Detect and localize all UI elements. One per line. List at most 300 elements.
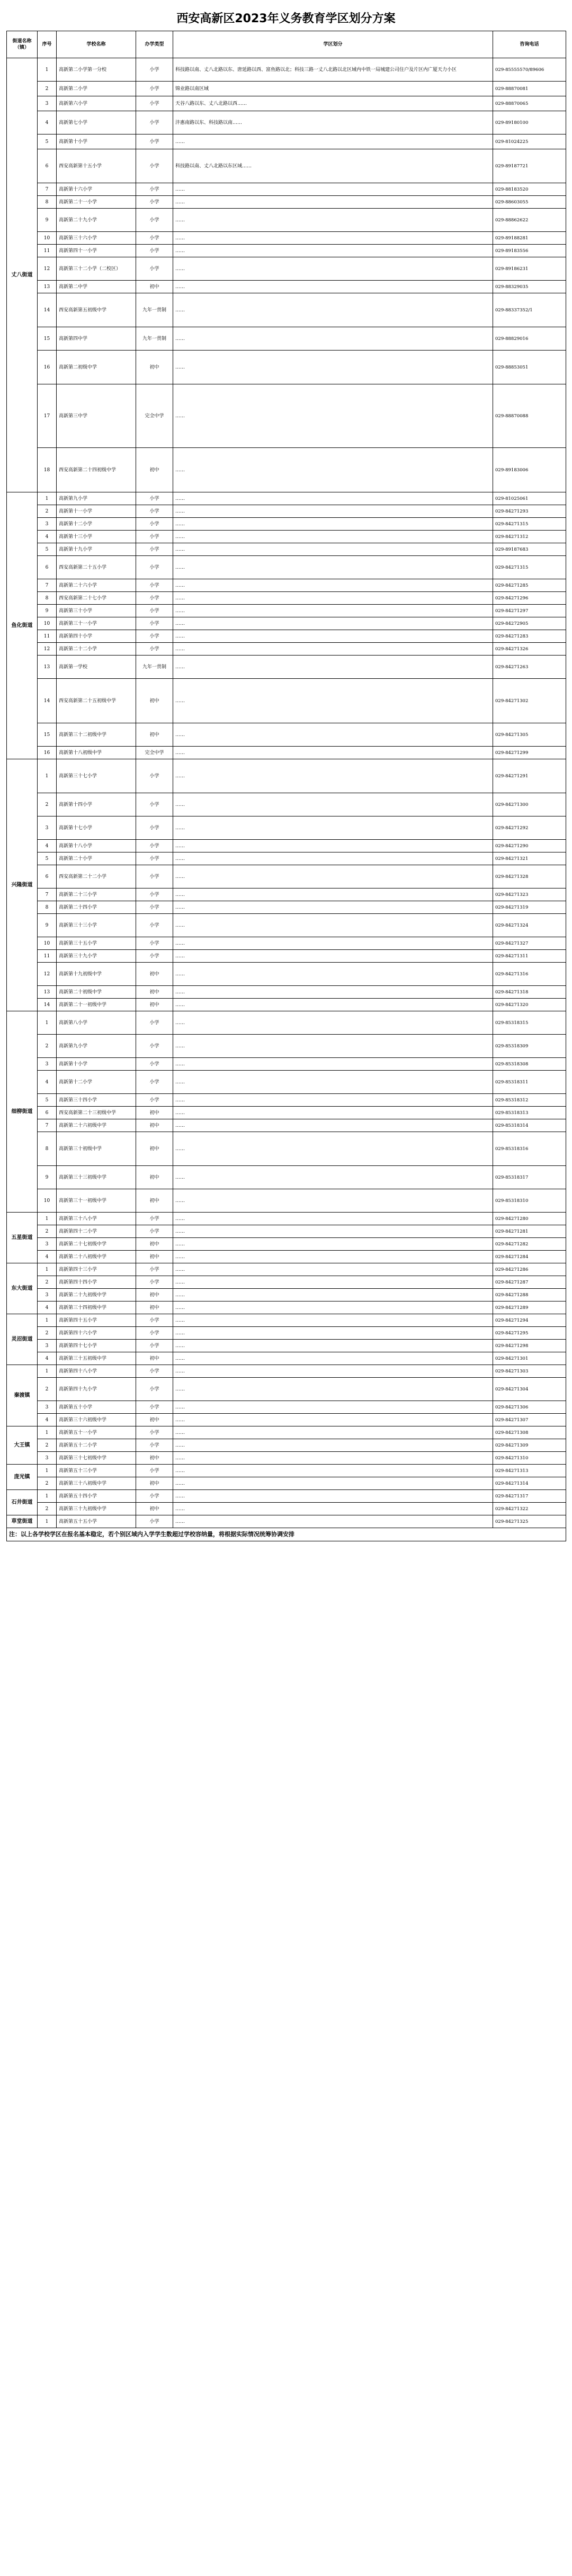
school-name-cell: 高新第八小学: [57, 1011, 136, 1035]
row-number-cell: 1: [38, 1426, 57, 1439]
district-area-cell: ……: [173, 1035, 493, 1058]
district-area-cell: ……: [173, 1263, 493, 1276]
table-row: [7, 605, 566, 617]
phone-cell: 029-85318312: [493, 1094, 566, 1107]
school-name-cell: 高新第二十九小学: [57, 209, 136, 232]
district-area-cell: ……: [173, 1132, 493, 1166]
phone-cell: 029-84271307: [493, 1414, 566, 1426]
table-row: [7, 643, 566, 656]
school-name-cell: 西安高新第十五小学: [57, 149, 136, 183]
district-area-cell: ……: [173, 531, 493, 543]
row-number-cell: 4: [38, 1071, 57, 1094]
table-row: [7, 617, 566, 630]
district-area-cell: ……: [173, 1011, 493, 1035]
row-number-cell: 12: [38, 963, 57, 986]
phone-cell: 029-84271294: [493, 1314, 566, 1327]
footnote: 注：以上各学校学区在报名基本稳定，若个别区域内入学学生数超过学校容纳量，将根据实际情况统筹协调安排: [7, 1528, 566, 1541]
table-row: [7, 759, 566, 793]
phone-cell: 029-84271304: [493, 1378, 566, 1401]
phone-cell: 029-85318316: [493, 1132, 566, 1166]
school-name-cell: 高新第三十小学: [57, 605, 136, 617]
note-row: [7, 1528, 566, 1541]
school-type-cell: 小学: [136, 1426, 173, 1439]
school-type-cell: 小学: [136, 840, 173, 852]
school-type-cell: 小学: [136, 492, 173, 505]
phone-cell: 029-84271289: [493, 1302, 566, 1314]
school-type-cell: 初中: [136, 1452, 173, 1465]
street-name-cell: 庞光镇: [7, 1465, 38, 1490]
school-type-cell: 小学: [136, 183, 173, 196]
district-area-cell: ……: [173, 1225, 493, 1238]
district-area-cell: ……: [173, 556, 493, 579]
district-area-cell: ……: [173, 747, 493, 759]
table-row: [7, 656, 566, 679]
phone-cell: 029-84271295: [493, 1327, 566, 1340]
table-row: [7, 1439, 566, 1452]
district-area-cell: 天谷八路以东、丈八北路以西……: [173, 96, 493, 111]
header-district: 学区划分: [173, 31, 493, 58]
table-row: [7, 1414, 566, 1426]
table-row: [7, 1352, 566, 1365]
table-row: [7, 1213, 566, 1225]
school-name-cell: 高新第二十一小学: [57, 196, 136, 209]
street-name-cell: 草堂街道: [7, 1515, 38, 1528]
school-type-cell: 小学: [136, 950, 173, 963]
row-number-cell: 15: [38, 327, 57, 351]
table-row: [7, 937, 566, 950]
school-name-cell: 高新第二十四小学: [57, 901, 136, 914]
row-number-cell: 10: [38, 232, 57, 245]
district-area-cell: ……: [173, 656, 493, 679]
school-type-cell: 初中: [136, 723, 173, 747]
phone-cell: 029-89187683: [493, 543, 566, 556]
phone-cell: 029-84271303: [493, 1365, 566, 1378]
row-number-cell: 11: [38, 950, 57, 963]
district-area-cell: ……: [173, 492, 493, 505]
row-number-cell: 5: [38, 1094, 57, 1107]
school-type-cell: 初中: [136, 1251, 173, 1263]
school-type-cell: 九年一贯制: [136, 656, 173, 679]
table-row: [7, 1465, 566, 1477]
school-name-cell: 高新第一学校: [57, 656, 136, 679]
district-area-cell: ……: [173, 592, 493, 605]
district-area-cell: ……: [173, 723, 493, 747]
school-name-cell: 高新第十四小学: [57, 793, 136, 816]
district-area-cell: ……: [173, 1490, 493, 1503]
row-number-cell: 15: [38, 723, 57, 747]
table-row: [7, 1119, 566, 1132]
school-name-cell: 高新第七小学: [57, 111, 136, 134]
district-area-cell: ……: [173, 579, 493, 592]
table-row: [7, 1263, 566, 1276]
district-area-cell: 锦业路以南区域: [173, 82, 493, 96]
phone-cell: 029-85318317: [493, 1166, 566, 1189]
school-type-cell: 小学: [136, 58, 173, 82]
school-name-cell: 西安高新第二十二小学: [57, 865, 136, 888]
table-row: [7, 852, 566, 865]
school-type-cell: 小学: [136, 1378, 173, 1401]
phone-cell: 029-84271306: [493, 1401, 566, 1414]
district-area-cell: ……: [173, 384, 493, 448]
header-phone: 咨询电话: [493, 31, 566, 58]
row-number-cell: 7: [38, 1119, 57, 1132]
school-name-cell: 高新第十小学: [57, 134, 136, 149]
school-name-cell: 高新第四十七小学: [57, 1340, 136, 1352]
school-type-cell: 小学: [136, 96, 173, 111]
district-area-cell: ……: [173, 1213, 493, 1225]
phone-cell: 029-88870065: [493, 96, 566, 111]
school-type-cell: 小学: [136, 1515, 173, 1528]
phone-cell: 029-84271301: [493, 1352, 566, 1365]
district-area-cell: ……: [173, 1289, 493, 1302]
school-name-cell: 高新第四十一小学: [57, 245, 136, 257]
district-area-cell: ……: [173, 679, 493, 723]
district-area-cell: ……: [173, 1166, 493, 1189]
row-number-cell: 1: [38, 1515, 57, 1528]
row-number-cell: 8: [38, 901, 57, 914]
school-name-cell: 高新第三十初级中学: [57, 1132, 136, 1166]
school-type-cell: 小学: [136, 865, 173, 888]
row-number-cell: 4: [38, 1251, 57, 1263]
row-number-cell: 1: [38, 1011, 57, 1035]
phone-cell: 029-84271325: [493, 1515, 566, 1528]
school-type-cell: 小学: [136, 245, 173, 257]
table-row: [7, 1490, 566, 1503]
phone-cell: 029-89186231: [493, 257, 566, 281]
school-type-cell: 初中: [136, 1289, 173, 1302]
phone-cell: 029-84271319: [493, 901, 566, 914]
school-type-cell: 小学: [136, 505, 173, 518]
street-name-cell: 大王镇: [7, 1426, 38, 1465]
school-name-cell: 西安高新第二十三初级中学: [57, 1107, 136, 1119]
row-number-cell: 1: [38, 759, 57, 793]
school-type-cell: 小学: [136, 134, 173, 149]
school-name-cell: 高新第三十三小学: [57, 914, 136, 937]
row-number-cell: 2: [38, 1477, 57, 1490]
row-number-cell: 3: [38, 96, 57, 111]
table-row: [7, 448, 566, 492]
phone-cell: 029-84271308: [493, 1426, 566, 1439]
district-area-cell: ……: [173, 840, 493, 852]
table-row: [7, 82, 566, 96]
district-area-cell: ……: [173, 914, 493, 937]
school-type-cell: 小学: [136, 1035, 173, 1058]
row-number-cell: 2: [38, 1378, 57, 1401]
table-row: [7, 209, 566, 232]
district-area-cell: ……: [173, 1477, 493, 1490]
row-number-cell: 11: [38, 630, 57, 643]
row-number-cell: 8: [38, 196, 57, 209]
school-type-cell: 小学: [136, 1490, 173, 1503]
school-type-cell: 小学: [136, 888, 173, 901]
table-row: [7, 1426, 566, 1439]
table-row: [7, 888, 566, 901]
school-type-cell: 初中: [136, 1352, 173, 1365]
district-area-cell: ……: [173, 1119, 493, 1132]
table-row: [7, 1166, 566, 1189]
table-row: [7, 1503, 566, 1515]
phone-cell: 029-84271317: [493, 1490, 566, 1503]
street-name-cell: 灵沼街道: [7, 1314, 38, 1365]
phone-cell: 029-84271316: [493, 963, 566, 986]
phone-cell: 029-88853051: [493, 351, 566, 384]
table-row: [7, 518, 566, 531]
school-name-cell: 高新第三中学: [57, 384, 136, 448]
row-number-cell: 4: [38, 1352, 57, 1365]
district-area-cell: ……: [173, 293, 493, 327]
phone-cell: 029-84271313: [493, 1465, 566, 1477]
school-type-cell: 九年一贯制: [136, 327, 173, 351]
school-type-cell: 小学: [136, 605, 173, 617]
school-name-cell: 高新第九小学: [57, 1035, 136, 1058]
school-name-cell: 高新第三十一初级中学: [57, 1189, 136, 1213]
school-name-cell: 高新第六小学: [57, 96, 136, 111]
school-name-cell: 西安高新第二十五小学: [57, 556, 136, 579]
school-type-cell: 小学: [136, 1314, 173, 1327]
row-number-cell: 5: [38, 134, 57, 149]
school-name-cell: 高新第十二小学: [57, 518, 136, 531]
school-name-cell: 高新第五十五小学: [57, 1515, 136, 1528]
school-type-cell: 初中: [136, 986, 173, 999]
phone-cell: 029-85318315: [493, 1011, 566, 1035]
school-type-cell: 初中: [136, 999, 173, 1011]
school-name-cell: 高新第三十六小学: [57, 232, 136, 245]
row-number-cell: 9: [38, 209, 57, 232]
school-name-cell: 西安高新第二十五初级中学: [57, 679, 136, 723]
school-type-cell: 小学: [136, 759, 173, 793]
school-type-cell: 小学: [136, 617, 173, 630]
phone-cell: 029-89188281: [493, 232, 566, 245]
phone-cell: 029-85318311: [493, 1071, 566, 1094]
table-row: [7, 592, 566, 605]
table-row: [7, 492, 566, 505]
phone-cell: 029-84271312: [493, 531, 566, 543]
phone-cell: 029-84271314: [493, 1477, 566, 1490]
table-body: [7, 58, 566, 1528]
phone-cell: 029-84271290: [493, 840, 566, 852]
row-number-cell: 3: [38, 1452, 57, 1465]
school-name-cell: 高新第十七小学: [57, 816, 136, 840]
table-row: [7, 747, 566, 759]
table-row: [7, 986, 566, 999]
school-name-cell: 高新第四十二小学: [57, 1225, 136, 1238]
school-type-cell: 初中: [136, 1189, 173, 1213]
table-header-row: [7, 31, 566, 58]
district-area-cell: ……: [173, 901, 493, 914]
table-row: [7, 901, 566, 914]
row-number-cell: 3: [38, 1058, 57, 1071]
row-number-cell: 3: [38, 816, 57, 840]
school-name-cell: 高新第二十六初级中学: [57, 1119, 136, 1132]
table-row: [7, 257, 566, 281]
table-row: [7, 950, 566, 963]
table-row: [7, 1132, 566, 1166]
school-name-cell: 高新第二小学第一分校: [57, 58, 136, 82]
phone-cell: 029-84271322: [493, 1503, 566, 1515]
row-number-cell: 7: [38, 183, 57, 196]
phone-cell: 029-89180100: [493, 111, 566, 134]
phone-cell: 029-84271327: [493, 937, 566, 950]
phone-cell: 029-88183520: [493, 183, 566, 196]
table-row: [7, 865, 566, 888]
table-row: [7, 1378, 566, 1401]
school-type-cell: 小学: [136, 1340, 173, 1352]
district-area-cell: ……: [173, 1302, 493, 1314]
school-name-cell: 高新第四十四小学: [57, 1276, 136, 1289]
phone-cell: 029-85318310: [493, 1189, 566, 1213]
row-number-cell: 2: [38, 1327, 57, 1340]
phone-cell: 029-84271326: [493, 643, 566, 656]
school-type-cell: 小学: [136, 1071, 173, 1094]
district-area-cell: ……: [173, 448, 493, 492]
document-title: 西安高新区2023年义务教育学区划分方案: [176, 12, 396, 25]
school-name-cell: 高新第三十七初级中学: [57, 1452, 136, 1465]
table-row: [7, 183, 566, 196]
table-row: [7, 1238, 566, 1251]
table-row: [7, 1365, 566, 1378]
header-type: 办学类型: [136, 31, 173, 58]
table-row: [7, 914, 566, 937]
table-row: [7, 384, 566, 448]
school-name-cell: 高新第五十小学: [57, 1401, 136, 1414]
district-area-cell: ……: [173, 1414, 493, 1426]
table-row: [7, 543, 566, 556]
table-row: [7, 1225, 566, 1238]
school-type-cell: 小学: [136, 196, 173, 209]
phone-cell: 029-88862622: [493, 209, 566, 232]
district-area-cell: ……: [173, 1426, 493, 1439]
school-type-cell: 小学: [136, 1401, 173, 1414]
table-row: [7, 281, 566, 293]
school-type-cell: 初中: [136, 1119, 173, 1132]
table-row: [7, 505, 566, 518]
school-type-cell: 小学: [136, 209, 173, 232]
district-area-cell: ……: [173, 1238, 493, 1251]
row-number-cell: 7: [38, 579, 57, 592]
row-number-cell: 11: [38, 245, 57, 257]
school-name-cell: 高新第十三小学: [57, 531, 136, 543]
phone-cell: 029-85318313: [493, 1107, 566, 1119]
row-number-cell: 6: [38, 865, 57, 888]
school-type-cell: 小学: [136, 1213, 173, 1225]
phone-cell: 029-84271321: [493, 852, 566, 865]
school-type-cell: 小学: [136, 1058, 173, 1071]
phone-cell: 029-88337352/1: [493, 293, 566, 327]
phone-cell: 029-84271309: [493, 1439, 566, 1452]
school-type-cell: 小学: [136, 518, 173, 531]
phone-cell: 029-84271284: [493, 1251, 566, 1263]
header-street: 街道名称（镇）: [7, 31, 38, 58]
table-row: [7, 327, 566, 351]
row-number-cell: 1: [38, 1465, 57, 1477]
school-name-cell: 高新第五十三小学: [57, 1465, 136, 1477]
table-row: [7, 196, 566, 209]
school-name-cell: 高新第十九小学: [57, 543, 136, 556]
district-area-cell: ……: [173, 245, 493, 257]
district-area-cell: ……: [173, 937, 493, 950]
phone-cell: 029-85318309: [493, 1035, 566, 1058]
school-name-cell: 高新第十八小学: [57, 840, 136, 852]
school-name-cell: 高新第十一小学: [57, 505, 136, 518]
table-row: [7, 630, 566, 643]
school-type-cell: 完全中学: [136, 747, 173, 759]
header-number: 序号: [38, 31, 57, 58]
table-row: [7, 245, 566, 257]
table-row: [7, 58, 566, 82]
phone-cell: 029-84271323: [493, 888, 566, 901]
table-row: [7, 963, 566, 986]
district-area-cell: 科技路以南、丈八北路以东区域……: [173, 149, 493, 183]
school-type-cell: 小学: [136, 901, 173, 914]
school-name-cell: 高新第三十九初级中学: [57, 1503, 136, 1515]
school-type-cell: 初中: [136, 1132, 173, 1166]
row-number-cell: 2: [38, 1503, 57, 1515]
row-number-cell: 4: [38, 531, 57, 543]
district-area-cell: ……: [173, 630, 493, 643]
phone-cell: 029-84271281: [493, 1225, 566, 1238]
school-type-cell: 初中: [136, 1302, 173, 1314]
school-type-cell: 小学: [136, 579, 173, 592]
row-number-cell: 14: [38, 999, 57, 1011]
table-row: [7, 1094, 566, 1107]
row-number-cell: 3: [38, 1238, 57, 1251]
row-number-cell: 4: [38, 840, 57, 852]
phone-cell: 029-84271298: [493, 1340, 566, 1352]
school-name-cell: 高新第三十四初级中学: [57, 1302, 136, 1314]
district-area-cell: 科技路以南、丈八北路以东、唐延路以西、富鱼路以北；科技三路一丈八北路以北区域内中铁一局城建公司住户及片区内广厦天力小区: [173, 58, 493, 82]
district-area-cell: ……: [173, 1071, 493, 1094]
table-row: [7, 723, 566, 747]
school-name-cell: 西安高新第五初级中学: [57, 293, 136, 327]
district-area-cell: ……: [173, 1452, 493, 1465]
school-type-cell: 小学: [136, 543, 173, 556]
school-name-cell: 高新第三十九小学: [57, 950, 136, 963]
district-area-cell: ……: [173, 617, 493, 630]
phone-cell: 029-84271286: [493, 1263, 566, 1276]
row-number-cell: 6: [38, 556, 57, 579]
row-number-cell: 13: [38, 656, 57, 679]
district-area-cell: 沣惠南路以东、科技路以南……: [173, 111, 493, 134]
table-row: [7, 1401, 566, 1414]
phone-cell: 029-84271311: [493, 950, 566, 963]
table-row: [7, 1289, 566, 1302]
table-row: [7, 1276, 566, 1289]
table-row: [7, 999, 566, 1011]
table-row: [7, 579, 566, 592]
school-name-cell: 高新第二十三小学: [57, 888, 136, 901]
table-row: [7, 351, 566, 384]
school-name-cell: 西安高新第二十四初级中学: [57, 448, 136, 492]
school-name-cell: 高新第九小学: [57, 492, 136, 505]
phone-cell: 029-84271287: [493, 1276, 566, 1289]
school-name-cell: 高新第三十一小学: [57, 617, 136, 630]
phone-cell: 029-81024225: [493, 134, 566, 149]
district-area-cell: ……: [173, 1515, 493, 1528]
district-area-cell: ……: [173, 986, 493, 999]
street-name-cell: 石井街道: [7, 1490, 38, 1515]
district-area-cell: ……: [173, 209, 493, 232]
street-name-cell: 细柳街道: [7, 1011, 38, 1213]
table-row: [7, 96, 566, 111]
district-area-cell: ……: [173, 865, 493, 888]
phone-cell: 029-84271318: [493, 986, 566, 999]
district-area-cell: ……: [173, 1439, 493, 1452]
phone-cell: 029-84271315: [493, 556, 566, 579]
row-number-cell: 1: [38, 1314, 57, 1327]
district-area-cell: ……: [173, 816, 493, 840]
table-row: [7, 111, 566, 134]
phone-cell: 029-84271297: [493, 605, 566, 617]
